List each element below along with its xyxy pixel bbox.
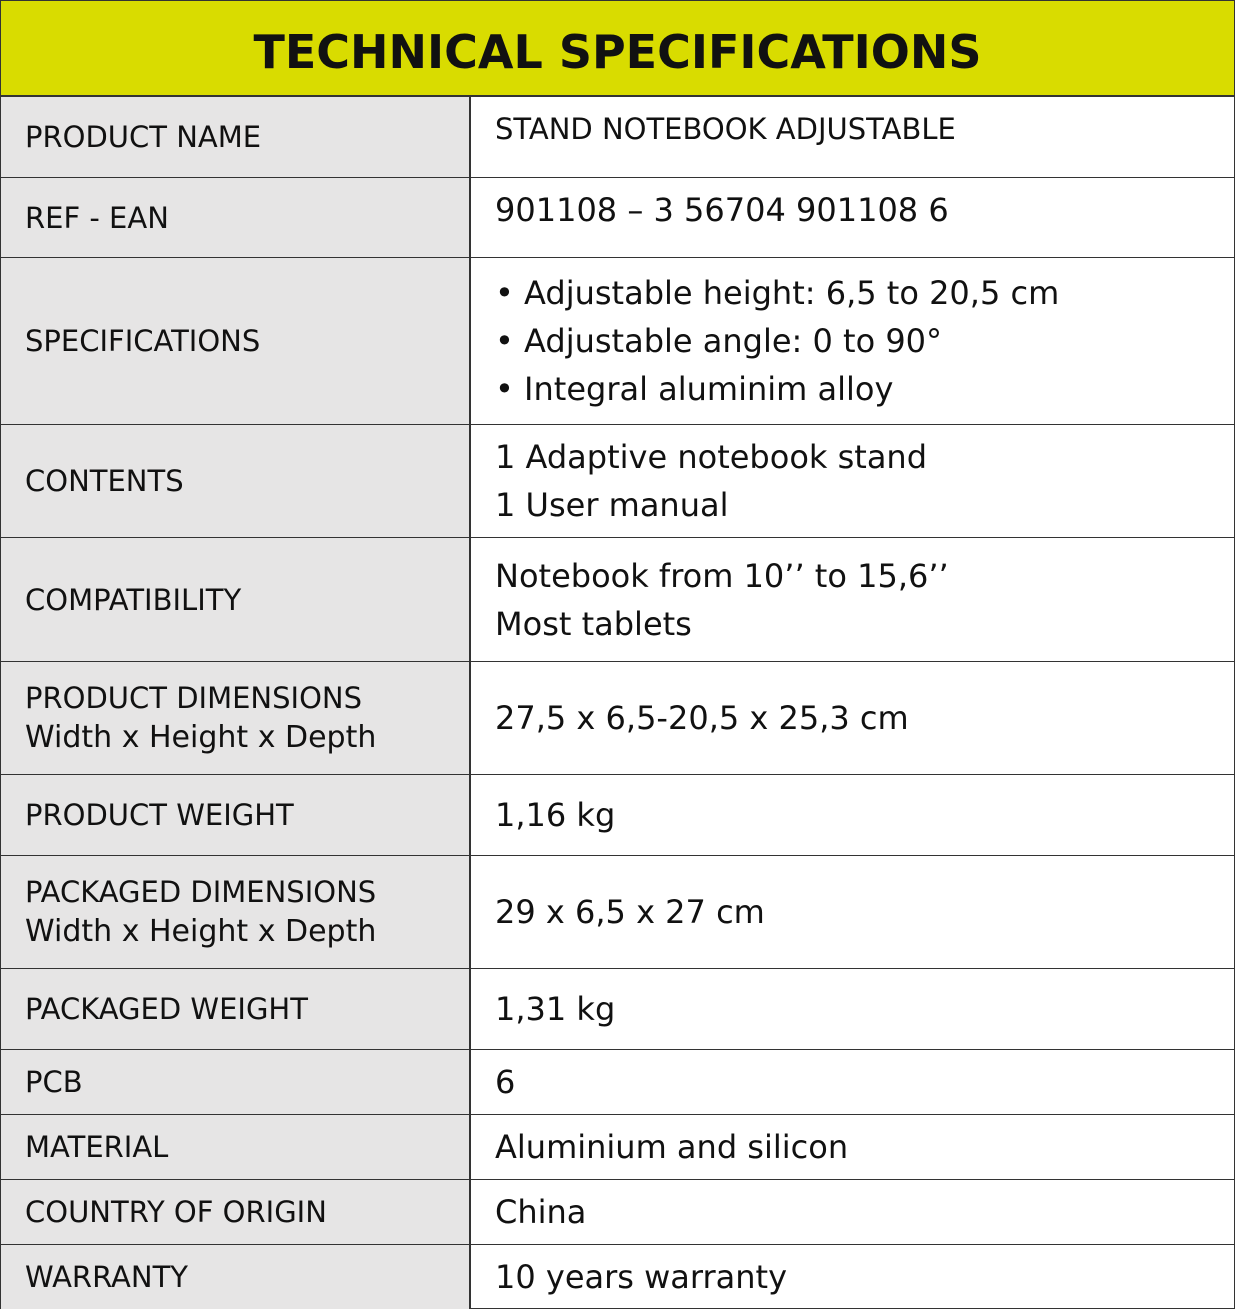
- spec-value-text: Aluminium and silicon: [495, 1128, 849, 1166]
- spec-label-text: COUNTRY OF ORIGIN: [25, 1195, 327, 1229]
- spec-row-packaged-weight: [1, 969, 1234, 1050]
- spec-label: [1, 425, 471, 537]
- spec-value: [471, 258, 1234, 424]
- spec-label: [1, 178, 471, 257]
- spec-row-packaged-dimensions: [1, 856, 1234, 969]
- spec-label: [1, 1115, 471, 1179]
- spec-row-product-dimensions: [1, 662, 1234, 775]
- spec-value-text: 29 x 6,5 x 27 cm: [495, 893, 765, 931]
- spec-value: [471, 97, 1234, 177]
- spec-row-pcb: [1, 1050, 1234, 1115]
- spec-value-line: 1 Adaptive notebook stand: [495, 438, 928, 476]
- spec-row-warranty: [1, 1245, 1234, 1309]
- spec-bullet-item: • Integral aluminim alloy: [495, 370, 894, 408]
- spec-value-text: 1,31 kg: [495, 990, 616, 1028]
- spec-value: [471, 856, 1234, 968]
- spec-row-contents: [1, 425, 1234, 538]
- spec-value: [471, 775, 1234, 855]
- spec-value-text: STAND NOTEBOOK ADJUSTABLE: [495, 112, 956, 146]
- spec-label-text: SPECIFICATIONS: [25, 324, 261, 358]
- spec-bullet-item: • Adjustable height: 6,5 to 20,5 cm: [495, 274, 1060, 312]
- spec-row-material: [1, 1115, 1234, 1180]
- spec-label-text: PRODUCT NAME: [25, 120, 262, 154]
- spec-row-ref-ean: [1, 178, 1234, 258]
- spec-value-line: 1 User manual: [495, 486, 729, 524]
- spec-value: [471, 1050, 1234, 1114]
- spec-bullet-item: • Adjustable angle: 0 to 90°: [495, 322, 943, 360]
- spec-row-product-name: [1, 97, 1234, 178]
- spec-label: [1, 1050, 471, 1114]
- spec-label: [1, 775, 471, 855]
- spec-row-country-of-origin: [1, 1180, 1234, 1245]
- spec-value-text: 6: [495, 1063, 516, 1101]
- spec-label: [1, 969, 471, 1049]
- spec-value: [471, 662, 1234, 774]
- spec-row-product-weight: [1, 775, 1234, 856]
- spec-label-text: PCB: [25, 1065, 83, 1099]
- spec-label: [1, 97, 471, 177]
- spec-label-text: PRODUCT DIMENSIONS: [25, 681, 363, 715]
- spec-label: [1, 856, 471, 968]
- spec-label-text: MATERIAL: [25, 1130, 169, 1164]
- spec-value: [471, 178, 1234, 257]
- spec-label-text: PRODUCT WEIGHT: [25, 798, 294, 832]
- spec-value-text: China: [495, 1193, 587, 1231]
- spec-value-line: Notebook from 10’’ to 15,6’’: [495, 556, 949, 595]
- spec-value: [471, 1245, 1234, 1309]
- spec-value-text: 10 years warranty: [495, 1258, 788, 1296]
- spec-label: [1, 1245, 471, 1309]
- spec-label-text: CONTENTS: [25, 464, 184, 498]
- spec-label: [1, 258, 471, 424]
- spec-label-text: PACKAGED DIMENSIONS: [25, 875, 377, 909]
- spec-value: [471, 969, 1234, 1049]
- spec-row-compatibility: [1, 538, 1234, 662]
- spec-label-text: COMPATIBILITY: [25, 582, 242, 617]
- spec-label: [1, 662, 471, 774]
- spec-row-specifications: [1, 258, 1234, 425]
- spec-label-text: PACKAGED WEIGHT: [25, 992, 308, 1026]
- spec-sublabel-text: Width x Height x Depth: [25, 914, 377, 949]
- header-bar: [1, 1, 1234, 97]
- spec-value: [471, 538, 1234, 661]
- spec-value: [471, 425, 1234, 537]
- spec-sublabel-text: Width x Height x Depth: [25, 720, 377, 755]
- page-title: TECHNICAL SPECIFICATIONS: [253, 25, 982, 79]
- spec-label-text: WARRANTY: [25, 1260, 189, 1294]
- spec-label: [1, 1180, 471, 1244]
- spec-value: [471, 1115, 1234, 1179]
- spec-label-text: REF - EAN: [25, 200, 169, 235]
- spec-value-line: Most tablets: [495, 604, 692, 643]
- spec-value-text: 901108 – 3 56704 901108 6: [495, 191, 949, 229]
- spec-value-text: 1,16 kg: [495, 796, 616, 834]
- spec-value-text: 27,5 x 6,5-20,5 x 25,3 cm: [495, 699, 909, 737]
- spec-value: [471, 1180, 1234, 1244]
- spec-label: [1, 538, 471, 661]
